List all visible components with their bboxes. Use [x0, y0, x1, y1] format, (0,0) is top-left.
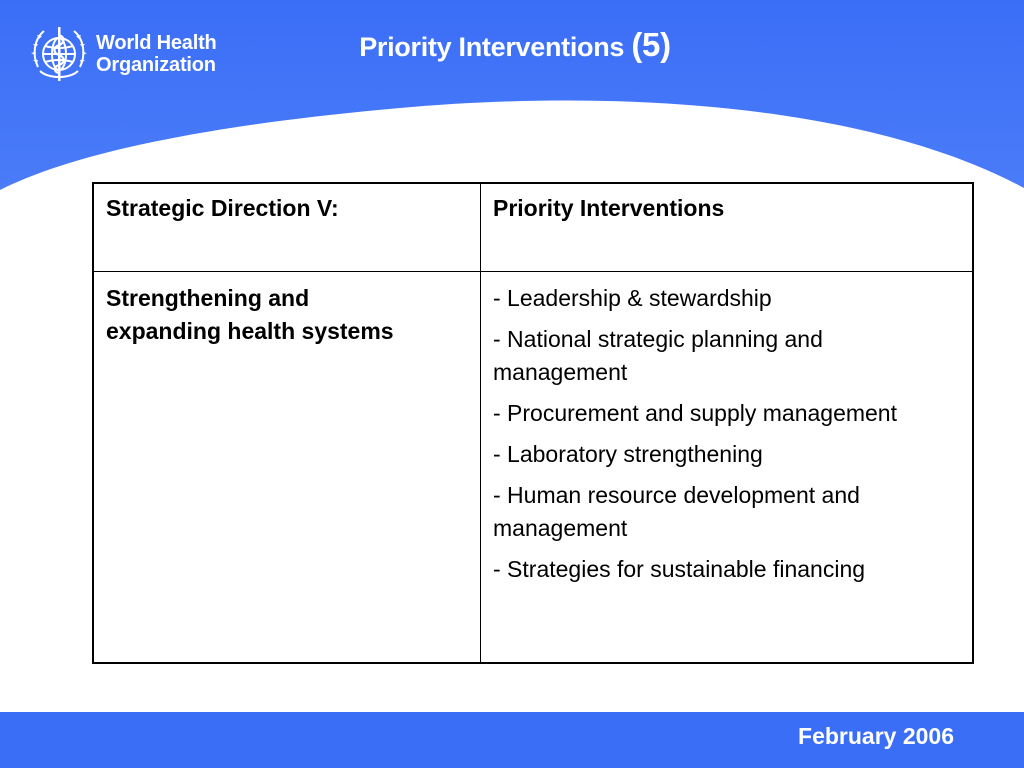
- direction-line-1: Strengthening and: [106, 285, 310, 311]
- intervention-item: - Strategies for sustainable financing: [493, 556, 866, 582]
- org-name-line2: Organization: [96, 54, 216, 76]
- intervention-item: - Leadership & stewardship: [493, 285, 772, 311]
- direction-cell: [94, 272, 481, 662]
- table-header-interventions: Priority Interventions: [481, 184, 972, 272]
- footer-date: February 2006: [798, 723, 954, 749]
- interventions-table: [92, 182, 974, 664]
- title-text: Priority Interventions: [359, 32, 625, 62]
- slide-title: [0, 26, 1024, 64]
- intervention-item: - Laboratory strengthening: [493, 441, 763, 467]
- intervention-item: - Procurement and supply management: [493, 400, 897, 426]
- interventions-cell: [481, 272, 972, 662]
- org-name-line1: World Health: [96, 32, 217, 54]
- table-header-direction: Strategic Direction V:: [94, 184, 481, 272]
- intervention-item: - Human resource development and management: [493, 482, 860, 541]
- title-number: (5): [631, 26, 671, 63]
- footer-bar: [0, 712, 1024, 768]
- intervention-item: - National strategic planning and management: [493, 326, 823, 385]
- direction-line-2: expanding health systems: [106, 318, 394, 344]
